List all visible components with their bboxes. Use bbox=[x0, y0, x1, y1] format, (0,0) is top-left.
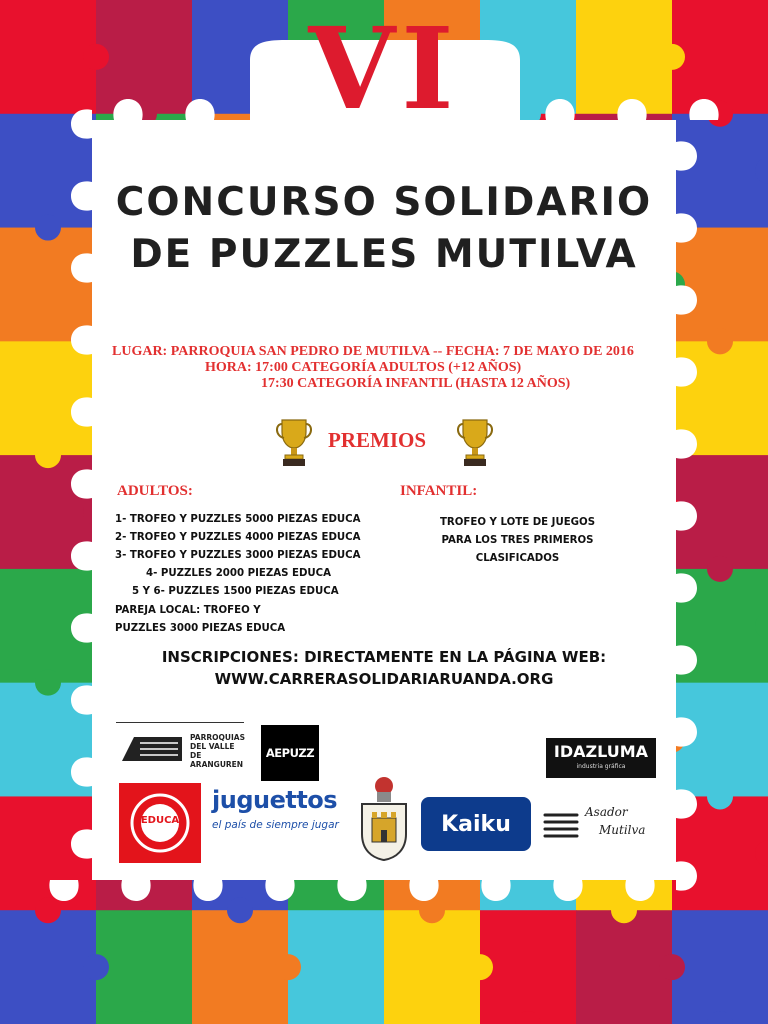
educa-logo bbox=[119, 783, 201, 863]
idazluma-logo bbox=[546, 738, 656, 778]
puzzle-knob bbox=[659, 954, 685, 980]
kids-heading: INFANTIL: bbox=[400, 483, 478, 499]
parroquias-line-2: DEL VALLE DE bbox=[190, 742, 235, 760]
juguettos-logo-text: juguettos bbox=[212, 786, 338, 814]
juguettos-tagline: el país de siempre jugar bbox=[212, 819, 339, 831]
title-line-1: CONCURSO SOLIDARIO bbox=[115, 180, 653, 225]
puzzle-piece-icon bbox=[96, 910, 193, 1024]
adult-prize-2: 2- TROFEO Y PUZZLES 4000 PIEZAS EDUCA bbox=[115, 532, 361, 543]
local-pair-line-2: PUZZLES 3000 PIEZAS EDUCA bbox=[115, 623, 286, 634]
grill-icon bbox=[543, 809, 579, 841]
idazluma-tagline: industria gráfica bbox=[576, 763, 626, 770]
venue-date-line: LUGAR: PARROQUIA SAN PEDRO DE MUTILVA -- FECHA: 7 DE MAYO DE 2016 bbox=[112, 344, 634, 359]
trophy-icon bbox=[274, 416, 314, 468]
puzzle-piece-icon bbox=[384, 910, 481, 1024]
kids-prize-line-3: CLASIFICADOS bbox=[475, 553, 560, 564]
adult-prize-3: 3- TROFEO Y PUZZLES 3000 PIEZAS EDUCA bbox=[115, 550, 361, 561]
idazluma-logo-text: IDAZLUMA bbox=[553, 742, 649, 761]
puzzle-piece-icon bbox=[192, 910, 289, 1024]
juguettos-logo bbox=[212, 786, 352, 846]
parroquias-line-3: ARANGUREN bbox=[190, 760, 244, 769]
kaiku-logo bbox=[421, 797, 531, 851]
adults-heading: ADULTOS: bbox=[117, 483, 193, 499]
puzzle-piece-icon bbox=[576, 910, 673, 1024]
kaiku-logo-text: Kaiku bbox=[441, 811, 511, 837]
registration-line: INSCRIPCIONES: DIRECTAMENTE EN LA PÁGINA WEB: bbox=[161, 648, 607, 666]
title-line-2: DE PUZZLES MUTILVA bbox=[130, 232, 638, 277]
asador-line-1: Asador bbox=[585, 805, 628, 819]
edition-numeral: VI bbox=[308, 4, 460, 135]
kids-prize-line-2: PARA LOS TRES PRIMEROS bbox=[441, 535, 594, 546]
educa-logo-text: EDUCA bbox=[140, 815, 180, 826]
adult-prize-1: 1- TROFEO Y PUZZLES 5000 PIEZAS EDUCA bbox=[115, 514, 361, 525]
puzzle-knob bbox=[707, 328, 733, 354]
parroquias-logo bbox=[116, 722, 244, 771]
website-link[interactable]: WWW.CARRERASOLIDARIARUANDA.ORG bbox=[214, 670, 554, 688]
castle-crest-icon bbox=[358, 774, 410, 862]
puzzle-piece-icon bbox=[672, 910, 768, 1024]
prizes-heading: PREMIOS bbox=[328, 428, 427, 452]
kids-prize-line-1: TROFEO Y LOTE DE JUEGOS bbox=[439, 517, 596, 528]
puzzle-knob bbox=[707, 783, 733, 809]
church-roof-icon bbox=[120, 731, 184, 765]
local-pair-line-1: PAREJA LOCAL: TROFEO Y bbox=[115, 605, 261, 616]
puzzle-knob bbox=[611, 897, 637, 923]
puzzle-knob bbox=[35, 442, 61, 468]
aepuzz-logo bbox=[261, 725, 319, 781]
puzzle-knob bbox=[275, 954, 301, 980]
parroquias-line-1: PARROQUIAS bbox=[190, 733, 246, 742]
trophy-icon bbox=[455, 416, 495, 468]
asador-line-2: Mutilva bbox=[599, 823, 646, 837]
puzzle-knob bbox=[467, 954, 493, 980]
puzzle-piece-icon bbox=[288, 910, 385, 1024]
puzzle-knob bbox=[83, 954, 109, 980]
puzzle-knob bbox=[707, 556, 733, 582]
asador-mutilva-logo bbox=[543, 803, 668, 847]
puzzle-knob bbox=[419, 897, 445, 923]
adult-prize-4: 4- PUZZLES 2000 PIEZAS EDUCA bbox=[146, 568, 332, 579]
puzzle-piece-icon bbox=[480, 910, 577, 1024]
time-kids-line: 17:30 CATEGORÍA INFANTIL (HASTA 12 AÑOS) bbox=[261, 376, 571, 391]
time-adults-line: HORA: 17:00 CATEGORÍA ADULTOS (+12 AÑOS) bbox=[205, 360, 522, 375]
puzzle-knob bbox=[227, 897, 253, 923]
adult-prize-5-6: 5 Y 6- PUZZLES 1500 PIEZAS EDUCA bbox=[132, 586, 339, 597]
puzzle-knob bbox=[35, 897, 61, 923]
aepuzz-logo-text: AEPUZZ bbox=[265, 746, 315, 760]
puzzle-piece-icon bbox=[0, 910, 97, 1024]
